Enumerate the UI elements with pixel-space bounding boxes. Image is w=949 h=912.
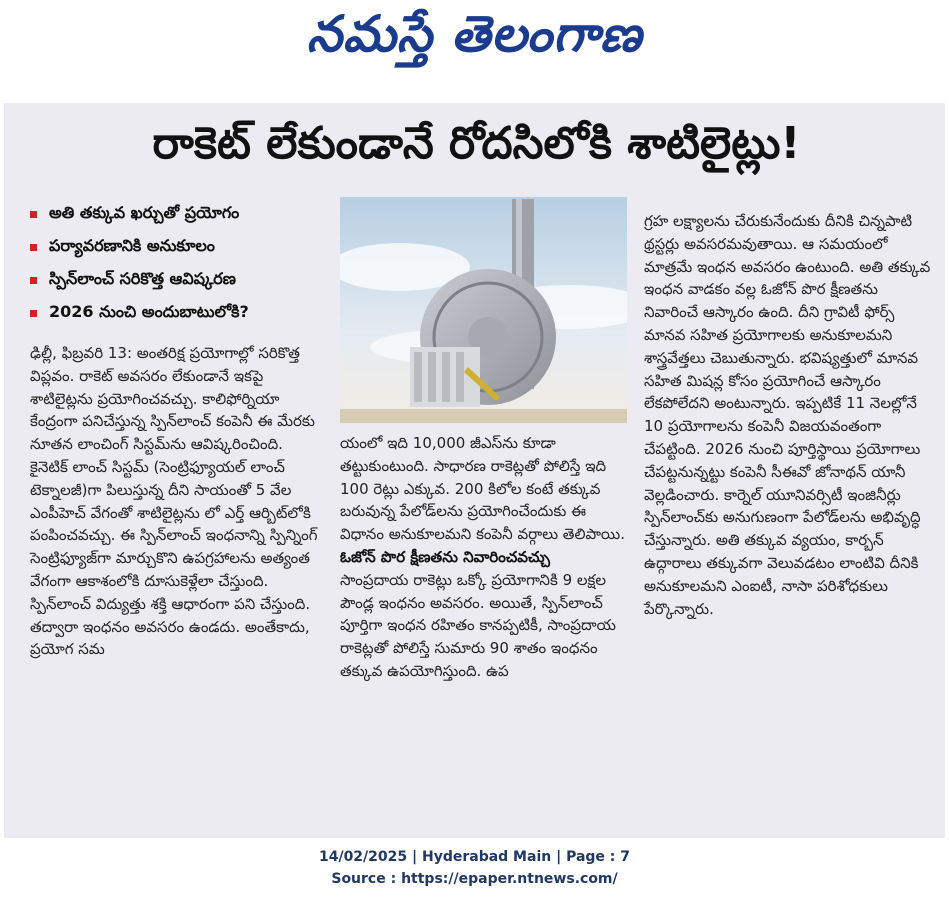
article-headline: రాకెట్ లేకుండానే రోదసిలోకి శాటిలైట్లు! bbox=[152, 118, 801, 169]
masthead bbox=[0, 0, 949, 80]
article-column-3 bbox=[644, 210, 932, 620]
newspaper-title: నమస్తే తెలంగాణ bbox=[306, 4, 643, 63]
highlight-item bbox=[30, 231, 330, 264]
highlight-item bbox=[30, 198, 330, 231]
bullet-square-icon bbox=[30, 211, 37, 218]
body-paragraph: సాంప్రదాయ రాకెట్లు ఒక్కో ప్రయోగానికి 9 లక్షల పౌండ్ల ఇంధనం అవసరం. అయితే, స్పిన్‌లాంచ్ పూర్తిగా ఇంధన రహితం కానప్పటికీ, సాంప్రదాయ రాకెట్లతో పోలిస్తే సుమారు 90 శాతం ఇంధనం తక్కువ ఉపయోగిస్తుంది. ఉప bbox=[340, 570, 616, 680]
highlight-text: స్పిన్‌లాంచ్ సరికొత్త ఆవిష్కరణ bbox=[49, 269, 236, 288]
highlight-text: 2026 నుంచి అందుబాటులోకి? bbox=[49, 302, 249, 321]
bullet-square-icon bbox=[30, 277, 37, 284]
clip-footer bbox=[0, 846, 949, 890]
article-clip bbox=[4, 103, 945, 838]
highlights-list bbox=[30, 198, 330, 330]
highlight-text: పర్యావరణానికి అనుకూలం bbox=[49, 236, 215, 255]
highlight-item bbox=[30, 264, 330, 297]
article-column-1 bbox=[30, 342, 323, 661]
body-paragraph: గ్రహ లక్ష్యాలను చేరుకునేందుకు దీనికి చిన్నపాటి థ్రస్టర్లు అవసరమవుతాయి. ఆ సమయంలో మాత్రమే ఇంధన అవసరం ఉంటుంది. అతి తక్కువ ఇంధన వాడకం వల్ల ఓజోన్ పొర క్షీణతను నివారించే ఆస్కారం ఉంది. దీని గ్రావిటీ ఫోర్స్ మానవ సహిత ప్రయోగాలకు అనుకూలమని శాస్త్రవేత్తలు చెబుతున్నారు. భవిష్యత్తులో మానవ సహిత మిషన్ల కోసం ప్రయోగించే ఆస్కారం లేకపోలేదని అంటున్నారు. ఇప్పటికే 11 నెలల్లోనే 10 ప్రయోగాలను కంపెనీ విజయవంతంగా చేపట్టింది. 2026 నుంచి పూర్తిస్థాయి ప్రయోగాలు చేపట్టనున్నట్టు కంపెనీ సీఈవో జోనాథన్ యానీ వెల్లడించారు. కార్నెల్ యూనివర్సిటీ ఇంజినీర్లు స్పిన్‌లాంచ్‌కు అనుగుణంగా పేలోడ్‌లను అభివృద్ధి చేస్తున్నారు. అతి తక్కువ వ్యయం, కార్బన్ ఉద్గారాలు తక్కువగా వెలువడటం లాంటివి దీనికి అనుకూలమని ఎంఐటీ, నాసా పరిశోధకులు పేర్కొన్నారు. bbox=[644, 212, 931, 618]
bullet-square-icon bbox=[30, 244, 37, 251]
bullet-square-icon bbox=[30, 310, 37, 317]
highlight-item bbox=[30, 297, 330, 330]
body-paragraph: ఢిల్లీ, ఫిబ్రవరి 13: అంతరిక్ష ప్రయోగాల్లో సరికొత్త విప్లవం. రాకెట్ అవసరం లేకుండానే ఇకపై శాటిలైట్లను ప్రయోగించవచ్చు. కాలిఫోర్నియా కేంద్రంగా పనిచేస్తున్న స్పిన్‌లాంచ్ కంపెనీ ఈ మేరకు నూతన లాంచింగ్ సిస్టమ్‌ను ఆవిష్కరించింది. కైనెటిక్ లాంచ్ సిస్టమ్ (సెంట్రిఫ్యూయల్ లాంచ్ టెక్నాలజీ)గా పిలుస్తున్న దీని సాయంతో 5 వేల ఎంపీహెచ్ వేగంతో శాటిలైట్లను లో ఎర్త్ ఆర్బిట్‌లోకి పంపించవచ్చు. ఈ స్పిన్‌లాంచ్ ఇంధనాన్ని స్పిన్నింగ్ సెంట్రిఫ్యూజ్‌గా మార్చుకొని ఉపగ్రహాలను అత్యంత వేగంగా ఆకాశంలోకి దూసుకెళ్లేలా చేస్తుంది. స్పిన్‌లాంచ్ విద్యుత్తు శక్తి ఆధారంగా పని చేస్తుంది. తద్వారా ఇంధనం అవసరం ఉండదు. అంతేకాదు, ప్రయోగ సమ bbox=[30, 344, 318, 659]
highlight-text: అతి తక్కువ ఖర్చుతో ప్రయోగం bbox=[49, 203, 240, 222]
body-paragraph: యంలో ఇది 10,000 జీఎస్‌ను కూడా తట్టుకుంటుంది. సాధారణ రాకెట్లతో పోలిస్తే ఇది 100 రెట్లు ఎక్కువ. 200 కిలోల కంటే తక్కువ బరువున్న పేలోడ్‌లను ప్రయోగించేందుకు ఈ విధానం అనుకూలమని కంపెనీ వర్గాలు తెలిపాయి. bbox=[340, 434, 625, 544]
section-subheading: ఓజోన్ పొర క్షీణతను నివారించవచ్చు bbox=[340, 547, 550, 566]
publication-info: 14/02/2025 | Hyderabad Main | Page : 7 bbox=[318, 849, 631, 865]
source-link[interactable]: Source : https://epaper.ntnews.com/ bbox=[331, 871, 618, 887]
article-column-2 bbox=[340, 432, 627, 683]
spinlaunch-photo bbox=[340, 197, 627, 423]
